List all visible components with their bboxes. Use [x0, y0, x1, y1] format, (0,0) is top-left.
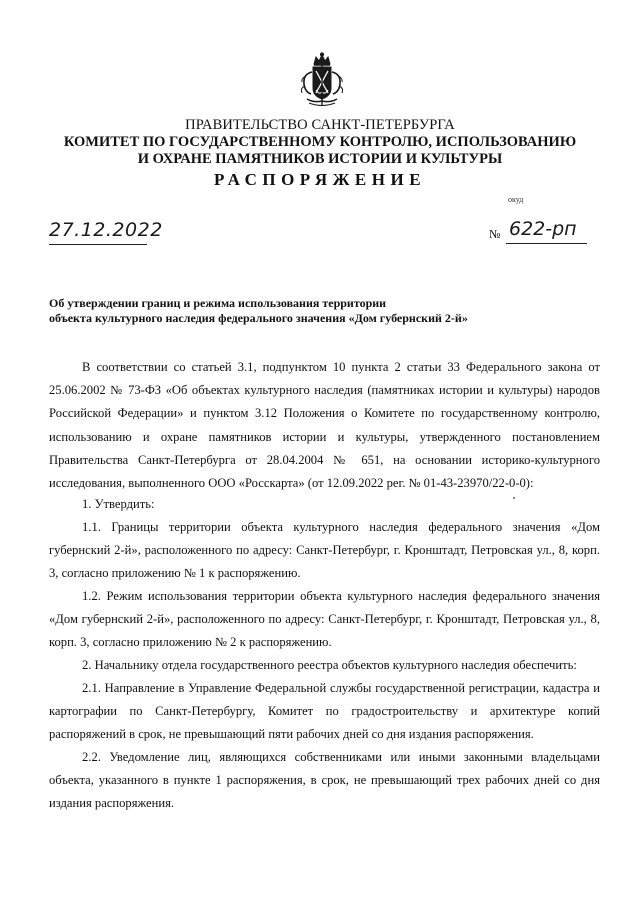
committee-name-line-2: И ОХРАНЕ ПАМЯТНИКОВ ИСТОРИИ И КУЛЬТУРЫ: [137, 151, 503, 167]
clause-1-1: [49, 516, 600, 586]
clause-1: [49, 493, 600, 516]
government-title: ПРАВИТЕЛЬСТВО САНКТ-ПЕТЕРБУРГА: [185, 117, 455, 133]
saint-petersburg-coat-of-arms-icon: [299, 52, 345, 110]
clause-1-2: [49, 585, 600, 655]
paragraph-text: 2.2. Уведомление лиц, являющихся собственниками или иными законными владельцами объекта, указанного в пункте 1 распоряжения, в срок, не превышающий трех рабочих дней со дня издания распоряжения.: [49, 750, 600, 811]
clause-2-1: [49, 677, 600, 747]
subject-line-2: объекта культурного наследия федерального значения «Дом губернский 2-й»: [49, 311, 468, 325]
scan-speck: [513, 497, 515, 499]
paragraph-text: 2. Начальнику отдела государственного реестра объектов культурного наследия обеспечить:: [82, 658, 577, 672]
paragraph-text: 1.2. Режим использования территории объекта культурного наследия федерального значения «Дом губернский 2-й», расположенного по адресу: Санкт-Петербург, г. Кронштадт, Петровская ул., 8, корп. 3, согласно приложению № 2 к распоряжению.: [49, 589, 600, 650]
number-sign: №: [489, 227, 501, 241]
subject-line-1: Об утверждении границ и режима использования территории: [49, 296, 387, 310]
clause-2: [49, 654, 600, 677]
preamble-paragraph: [49, 356, 600, 495]
document-subject: [49, 296, 609, 326]
committee-name-line-1: КОМИТЕТ ПО ГОСУДАРСТВЕННОМУ КОНТРОЛЮ, ИСПОЛЬЗОВАНИЮ: [63, 134, 577, 150]
document-number-line: [506, 218, 587, 244]
paragraph-text: В соответствии со статьей 3.1, подпунктом 10 пункта 2 статьи 33 Федерального закона от 25.06.2002 № 73-ФЗ «Об объектах культурного наследия (памятниках истории и культуры) народов Российской Федерации» и пунктом 3.12 Положения о Комитете по государственному контролю, использованию и охране памятников истории и культуры, утвержденного постановлением Правительства Санкт-Петербурга от 28.04.2004 № 651, на основании историко-культурного исследования, выполненного ООО «Росскарта» (от 12.09.2022 рег. № 01-43-23970/22-0-0):: [49, 360, 600, 491]
document-number: 622-рп: [509, 218, 577, 240]
okud-label: окуд: [508, 195, 524, 204]
document-date-field: [49, 218, 163, 245]
clause-2-2: [49, 746, 600, 816]
paragraph-text: 1. Утвердить:: [82, 497, 155, 511]
paragraph-text: 1.1. Границы территории объекта культурного наследия федерального значения «Дом губернский 2-й», расположенного по адресу: Санкт-Петербург, г. Кронштадт, Петровская ул., 8, корп. 3, согласно приложению № 1 к распоряжению.: [49, 520, 600, 581]
document-number-field: [489, 218, 587, 244]
document-type: РАСПОРЯЖЕНИЕ: [213, 170, 427, 189]
paragraph-text: 2.1. Направление в Управление Федеральной службы государственной регистрации, кадастра и картографии по Санкт-Петербургу, Комитет по градостроительству и архитектуре копий распоряжений в срок, не превышающий пяти рабочих дней со дня издания распоряжения.: [49, 681, 600, 742]
document-date: 27.12.2022: [49, 219, 163, 241]
